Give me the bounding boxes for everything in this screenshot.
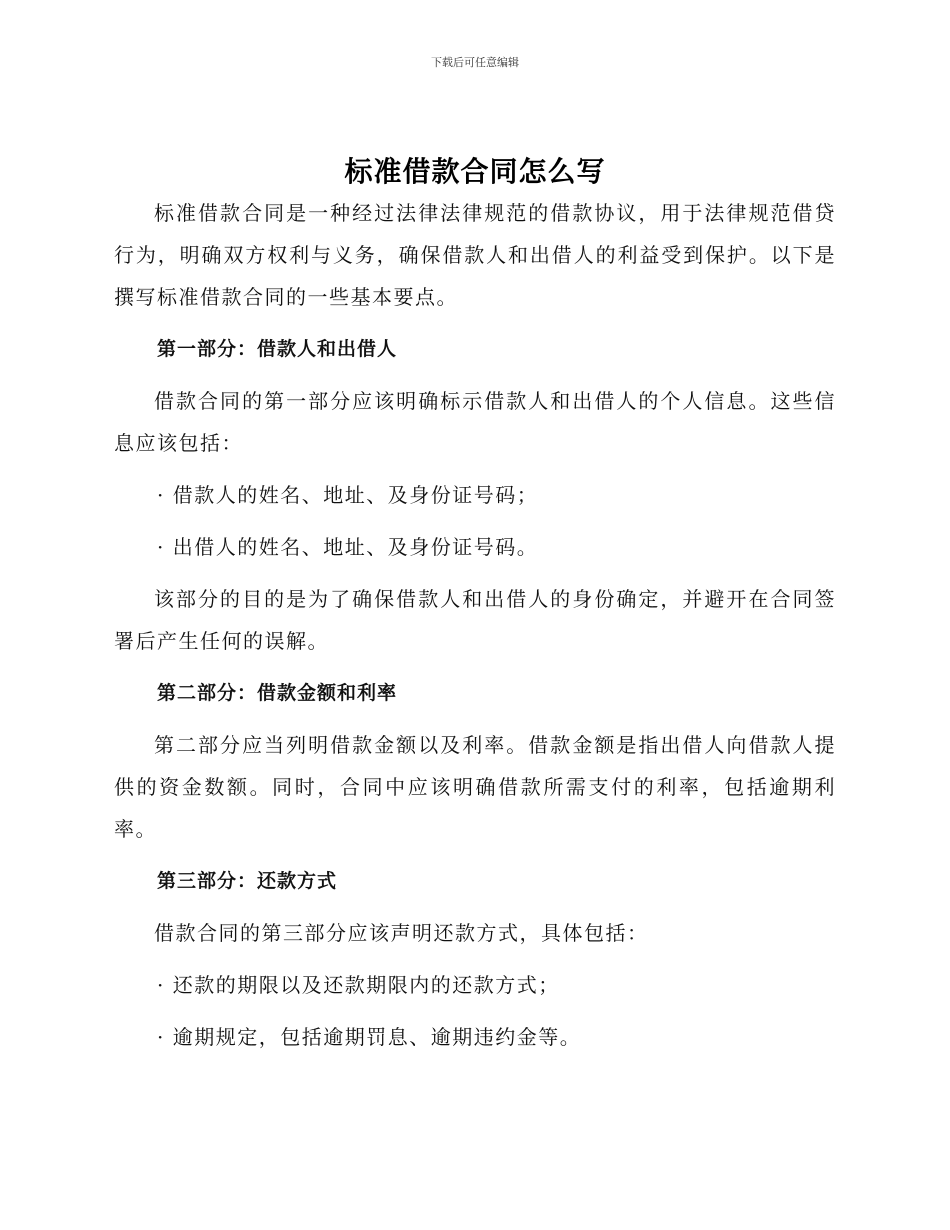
intro-paragraph: 标准借款合同是一种经过法律法律规范的借款协议，用于法律规范借贷行为，明确双方权利与义务，确保借款人和出借人的利益受到保护。以下是撰写标准借款合同的一些基本要点。	[114, 201, 836, 309]
document-title: 标准借款合同怎么写	[344, 155, 606, 188]
section-1-paragraph-2: 该部分的目的是为了确保借款人和出借人的身份确定，并避开在合同签署后产生任何的误解。	[114, 587, 836, 653]
section-3-bullet-2: · 逾期规定，包括逾期罚息、逾期违约金等。	[157, 1025, 582, 1049]
document-body	[114, 192, 836, 1058]
header-note: 下载后可任意编辑	[431, 56, 519, 69]
section-3-heading: 第三部分：还款方式	[157, 870, 338, 892]
section-2-heading: 第二部分：借款金额和利率	[157, 682, 398, 704]
section-1-bullet-1: · 借款人的姓名、地址、及身份证号码；	[157, 483, 539, 507]
section-1-bullet-2: · 出借人的姓名、地址、及身份证号码。	[157, 535, 539, 559]
section-3-bullet-1: · 还款的期限以及还款期限内的还款方式；	[157, 973, 560, 997]
section-3-paragraph-1: 借款合同的第三部分应该声明还款方式，具体包括：	[154, 921, 649, 945]
section-1-heading: 第一部分：借款人和出借人	[157, 338, 398, 360]
section-1-paragraph-1: 借款合同的第一部分应该明确标示借款人和出借人的个人信息。这些信息应该包括：	[114, 389, 836, 455]
section-2-paragraph-1: 第二部分应当列明借款金额以及利率。借款金额是指出借人向借款人提供的资金数额。同时，合同中应该明确借款所需支付的利率，包括逾期利率。	[114, 733, 836, 841]
